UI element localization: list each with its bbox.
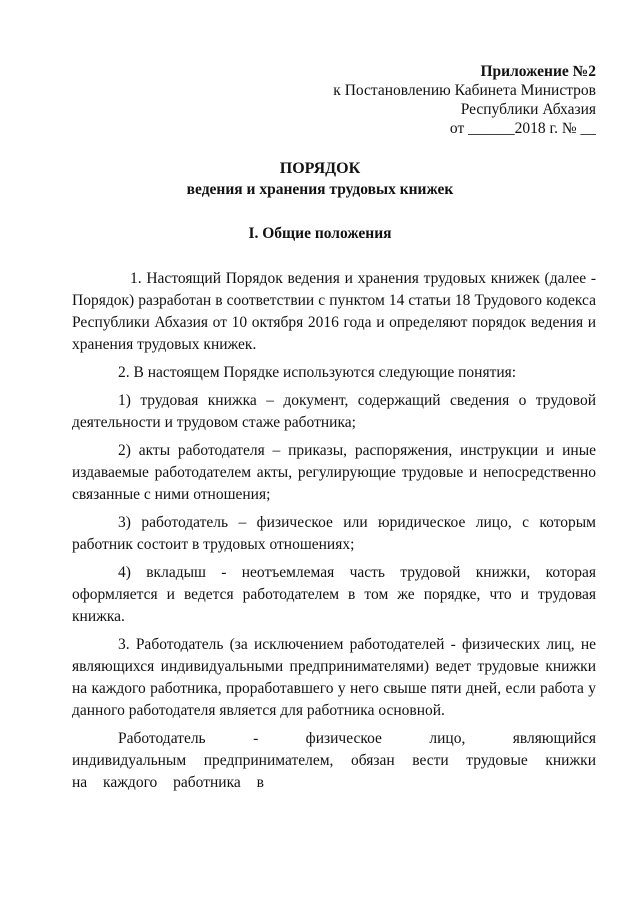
- paragraph: 3. Работодатель (за исключением работодателей - физических лиц, не являющихся индивидуальными предпринимателями) ведет трудовые книжки на каждого работника, проработавшего у него свыше пяти дней, если работа у данного работодателя является для работника основной.: [72, 636, 596, 719]
- paragraph: 1. Настоящий Порядок ведения и хранения трудовых книжек (далее - Порядок) разработан в соответствии с пунктом 14 статьи 18 Трудового кодекса Республики Абхазия от 10 октября 2016 года и определяют порядок ведения и хранения трудовых книжек.: [72, 270, 596, 353]
- appendix-number: Приложение №2: [480, 63, 596, 80]
- section-heading: I. Общие положения: [248, 225, 392, 242]
- paragraph: 1) трудовая книжка – документ, содержащий сведения о трудовой деятельности и трудовом стаже работника;: [72, 392, 596, 431]
- appendix-header: [300, 62, 596, 138]
- document-title: ПОРЯДОК: [279, 160, 361, 177]
- appendix-date: от ______2018 г. № __: [449, 120, 596, 137]
- paragraph: Работодатель - физическое лицо, являющийся индивидуальным предпринимателем, обязан вести трудовые книжки на каждого работника в: [72, 730, 596, 791]
- appendix-republic: Республики Абхазия: [460, 101, 596, 118]
- document-subtitle: ведения и хранения трудовых книжек: [186, 181, 454, 198]
- document-body: [72, 268, 596, 800]
- paragraph: 4) вкладыш - неотъемлемая часть трудовой книжки, которая оформляется и ведется работодателем в том же порядке, что и трудовая книжка.: [72, 564, 596, 625]
- appendix-resolution: к Постановлению Кабинета Министров: [333, 82, 596, 99]
- paragraph: 2) акты работодателя – приказы, распоряжения, инструкции и иные издаваемые работодателем акты, регулирующие трудовые и непосредственно связанные с ними отношения;: [72, 442, 596, 503]
- paragraph: 3) работодатель – физическое или юридическое лицо, с которым работник состоит в трудовых отношениях;: [72, 514, 596, 553]
- paragraph: 2. В настоящем Порядке используются следующие понятия:: [118, 364, 517, 381]
